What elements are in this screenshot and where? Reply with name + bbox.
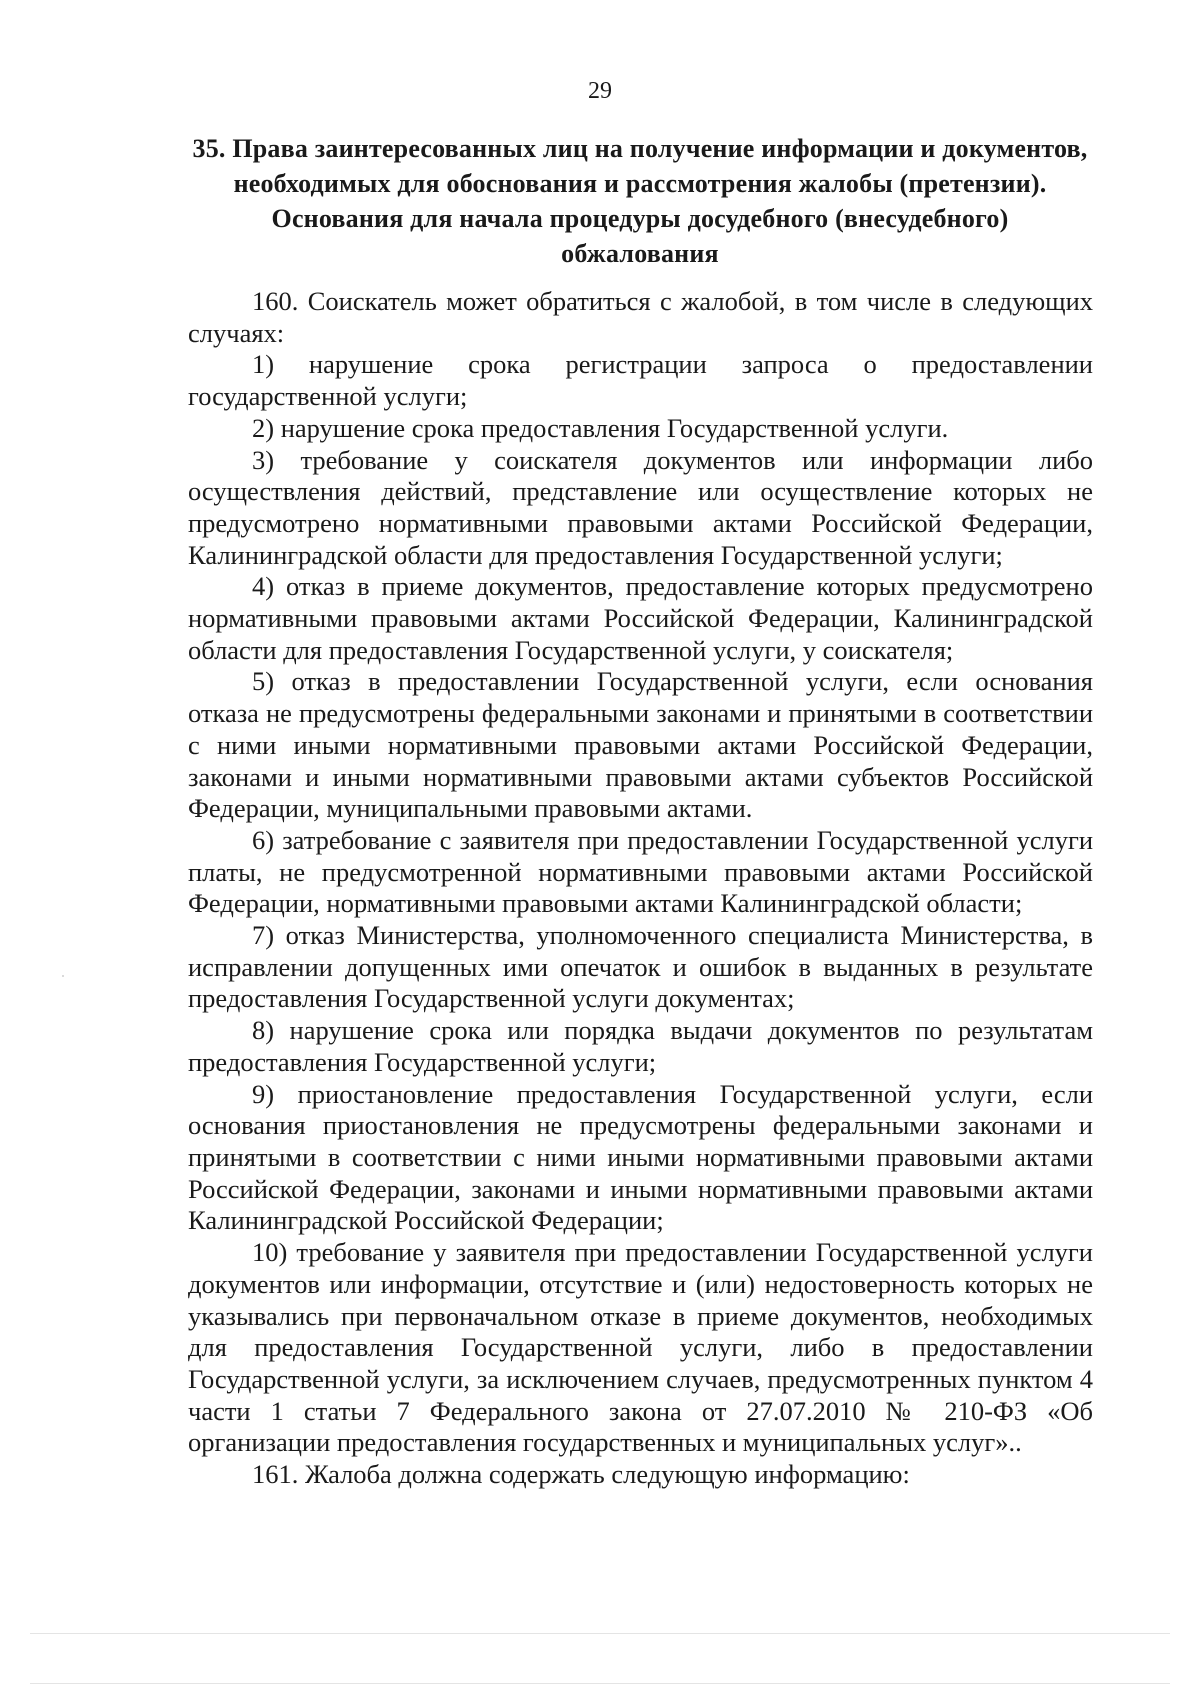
list-item-3: 3) требование у соискателя документов или информации либо осуществления действий, представление или осуществление которых не предусмотрено нормативными правовыми актами Российской Федерации, Калининградской области для предоставления Государственной услуги; <box>188 444 1093 570</box>
list-item-7: 7) отказ Министерства, уполномоченного специалиста Министерства, в исправлении допущенных ими опечаток и ошибок в выданных в результате предоставления Государственной услуги документах; <box>188 920 1093 1014</box>
list-item-2: 2) нарушение срока предоставления Государственной услуги. <box>252 412 949 443</box>
list-item-4: 4) отказ в приеме документов, предоставление которых предусмотрено нормативными правовыми актами Российской Федерации, Калининградской области для предоставления Государственной услуги, у соискателя; <box>188 571 1093 665</box>
paragraph-160: 160. Соискатель может обратиться с жалобой, в том числе в следующих случаях: <box>188 286 1093 348</box>
list-item-9: 9) приостановление предоставления Государственной услуги, если основания приостановления не предусмотрены федеральными законами и принятыми в соответствии с ними иными нормативными правовыми актами Российской Федерации, законами и иными нормативными правовыми актами Калининградской Российской Федерации; <box>188 1078 1093 1236</box>
document-body <box>188 286 1093 1491</box>
list-item-8: 8) нарушение срока или порядка выдачи документов по результатам предоставления Государственной услуги; <box>188 1015 1093 1077</box>
list-item-1: 1) нарушение срока регистрации запроса о предоставлении государственной услуги; <box>188 349 1093 412</box>
list-item-10: 10) требование у заявителя при предоставлении Государственной услуги документов или информации, отсутствие и (или) недостоверность которых не указывались при первоначальном отказе в приеме документов, необходимых для предоставления Государственной услуги, либо в предоставлении Государственной услуги, за исключением случаев, предусмотренных пунктом 4 части 1 статьи 7 Федерального закона от 27.07.2010 № 210-ФЗ «Об организации предоставления государственных и муниципальных услуг».. <box>188 1237 1093 1458</box>
page-number: 29 <box>588 78 612 104</box>
list-item-6: 6) затребование с заявителя при предоставлении Государственной услуги платы, не предусмотренной нормативными правовыми актами Российской Федерации, нормативными правовыми актами Калининградской области; <box>188 824 1093 919</box>
scan-artifact-line <box>30 1633 1170 1634</box>
scan-artifact-dot <box>62 975 64 977</box>
section-heading: 35. Права заинтересованных лиц на получение информации и документов, необходимых для обоснования и рассмотрения жалобы (претензии). Основания для начала процедуры досудебного (внесудебного) обжалования <box>192 134 1088 268</box>
paragraph-161: 161. Жалоба должна содержать следующую информацию: <box>252 1459 910 1490</box>
scan-artifact-line <box>30 1683 1170 1684</box>
list-item-5: 5) отказ в предоставлении Государственной услуги, если основания отказа не предусмотрены федеральными законами и принятыми в соответствии с ними иными нормативными правовыми актами Российской Федерации, законами и иными нормативными правовыми актами субъектов Российской Федерации, муниципальными правовыми актами. <box>188 666 1093 824</box>
